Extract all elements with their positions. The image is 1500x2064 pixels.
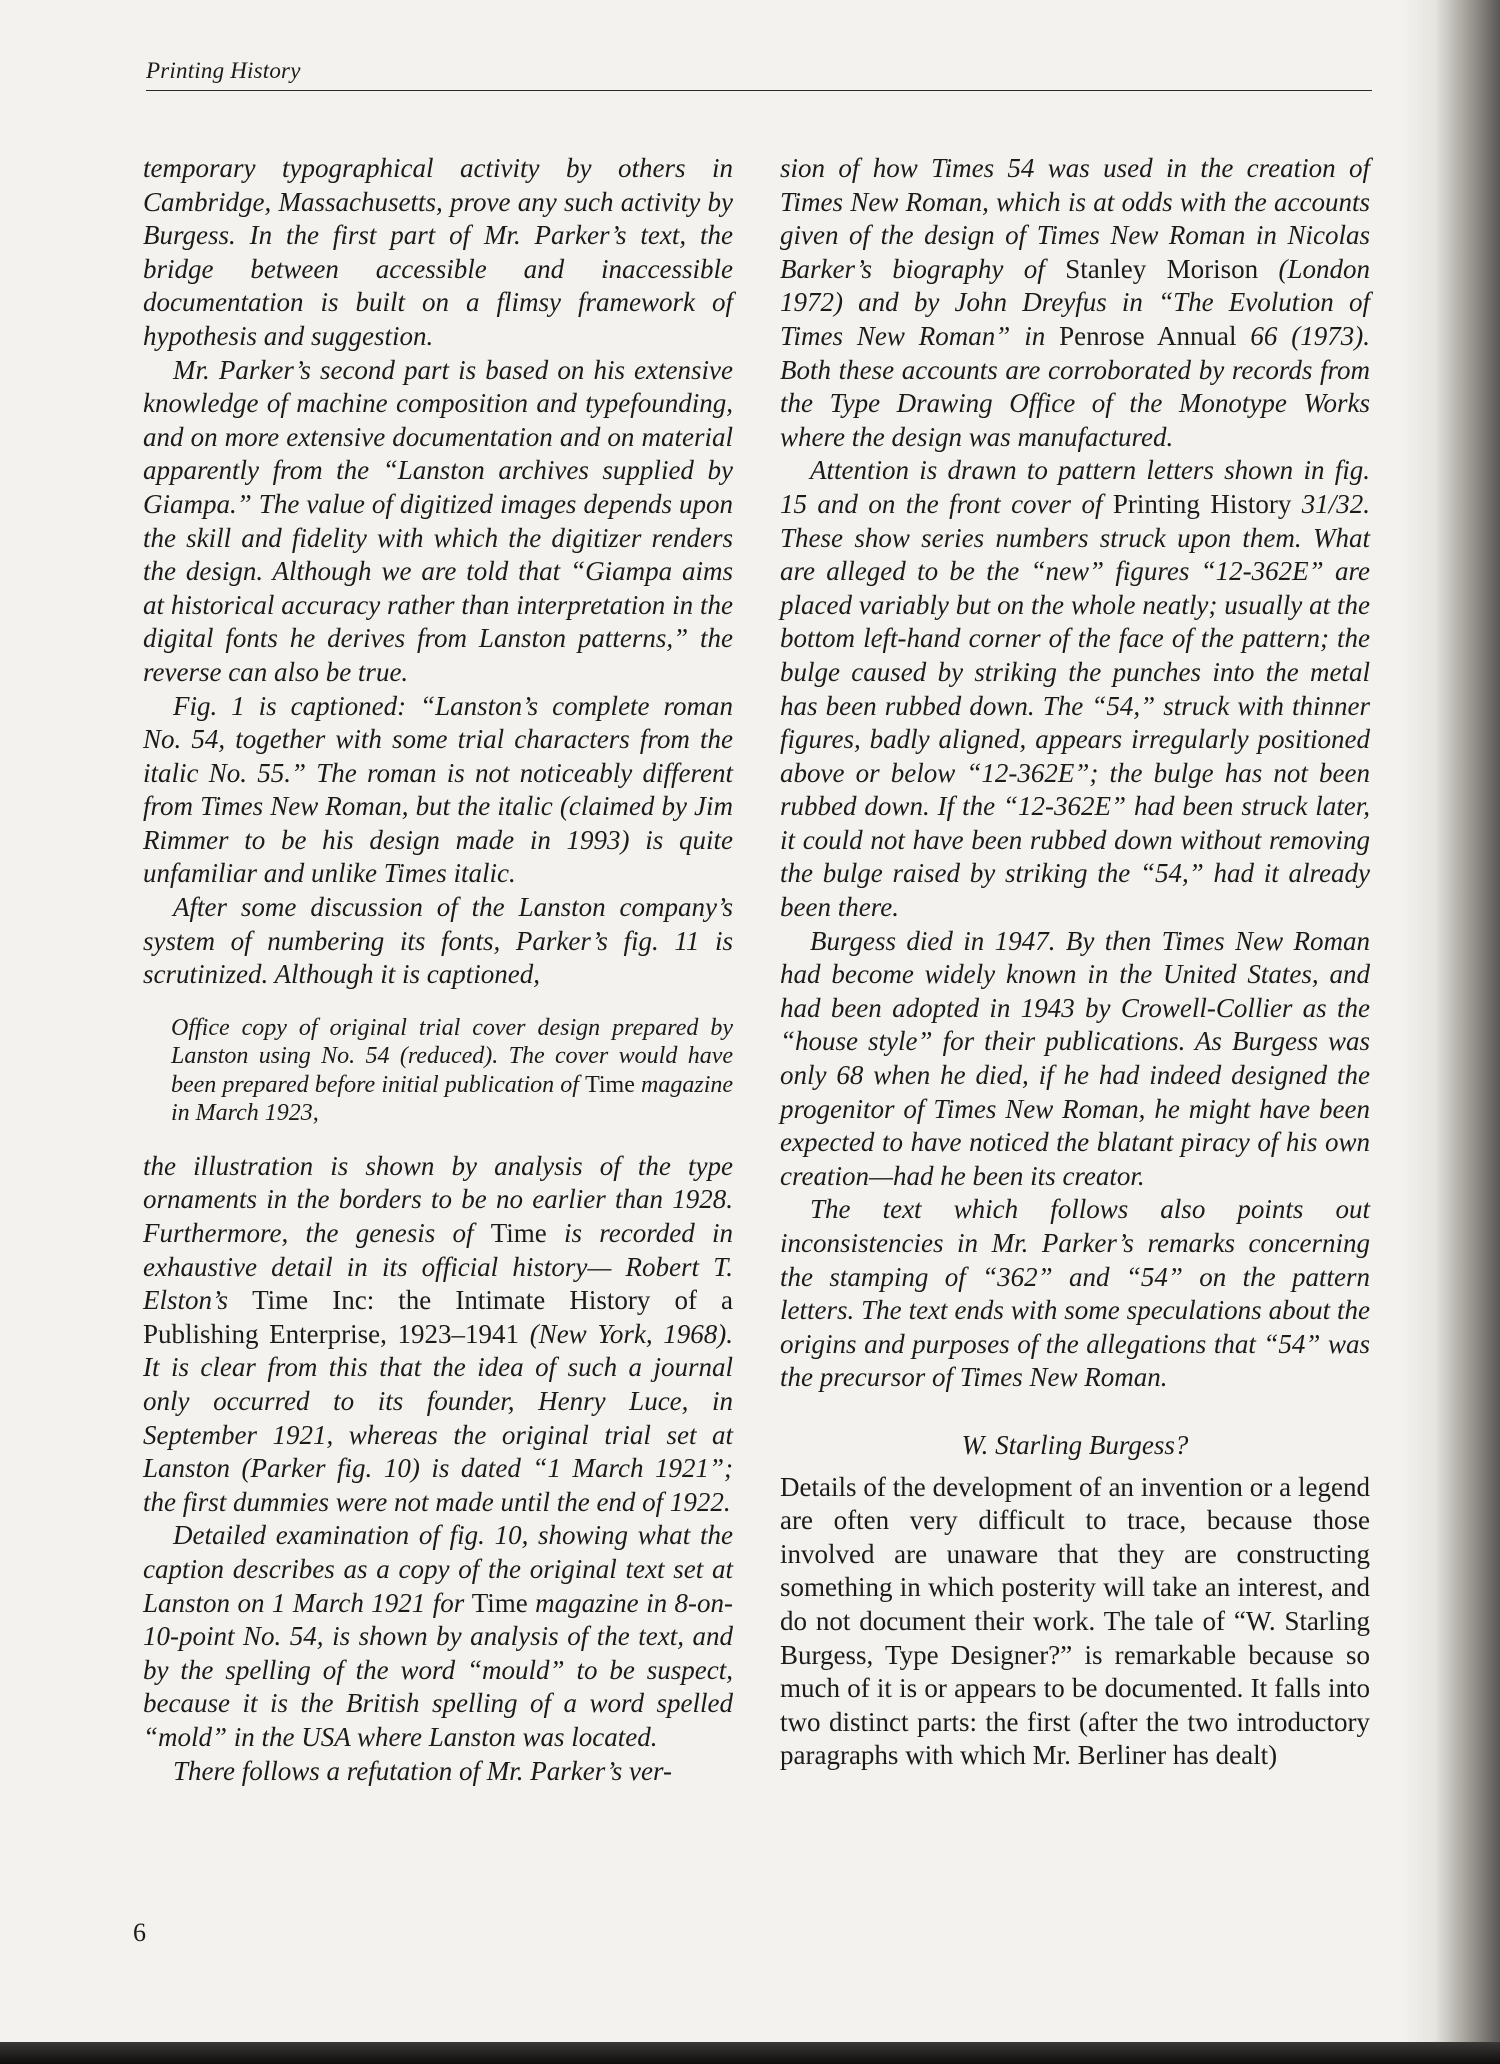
paragraph: temporary typographical activity by others in Cambridge, Massachusetts, prove any such activity by Burgess. In the first part of Mr. Parker’s text, the bridge between accessible and inaccessible documentation is built on a flimsy framework of hypothesis and suggestion. <box>143 153 733 351</box>
header-rule <box>146 90 1372 91</box>
paragraph: Mr. Parker’s second part is based on his extensive knowledge of machine composition and typefounding, and on more extensive documentation and on material apparently from the “Lanston archives supplied by Giampa.” The value of digitized images depends upon the skill and fidelity with which the digitizer renders the design. Although we are told that “Giampa aims at historical accuracy rather than interpretation in the digital fonts he derives from Lanston patterns,” the reverse can also be true. <box>143 354 733 687</box>
title-time: Time <box>490 1218 547 1249</box>
quote-text: Office copy of original trial cover design prepared by Lanston using No. 54 (reduced). The cover would have been prepared before initial publication of <box>171 1014 733 1098</box>
quote-text-end: magazine in March 1923, <box>171 1071 734 1127</box>
paragraph: Details of the development of an invention or a legend are often very difficult to trace, because those involved are unaware that they are constructing something in which posterity will take an interest, and do not document their work. The tale of “W. Starling Burgess, Type Designer?” is remarkable because so much of it is or appears to be documented. It falls into two distinct parts: the first (after the two introductory paragraphs with which Mr. Berliner has dealt) <box>780 1471 1370 1771</box>
paragraph: The text which follows also points out inconsistencies in Mr. Parker’s remarks concerning the stamping of “362” and “54” on the pattern letters. The text ends with some speculations about the origins and purposes of the allegations that “54” was the precursor of Times New Roman. <box>780 1194 1370 1393</box>
right-column <box>780 152 1370 1773</box>
text-run: 66 (1973). Both these accounts are corroborated by records from the Type Drawing Office of the Monotype Works where the design was manufactured. <box>780 320 1371 452</box>
paragraph: Burgess died in 1947. By then Times New Roman had become widely known in the United States, and had been adopted in 1943 by Crowell-Collier as the “house style” for their publications. As Burgess was only 68 when he died, if he had indeed designed the progenitor of Times New Roman, he might have been expected to have noticed the blatant piracy of his own creation—had he been its creator. <box>780 925 1370 1191</box>
running-head: Printing History <box>146 58 301 83</box>
paragraph: There follows a refutation of Mr. Parker’s ver- <box>173 1755 672 1786</box>
page-gutter-shadow <box>1400 0 1500 2064</box>
paragraph <box>780 152 1370 454</box>
scan-bottom-edge <box>0 2042 1500 2064</box>
journal-title: Penrose Annual <box>1059 320 1237 351</box>
section-heading: W. Starling Burgess? <box>961 1429 1189 1460</box>
text-run: magazine in 8-on-10-point No. 54, is shown by analysis of the text, and by the spelling of the word “mould” to be suspect, because it is the British spelling of a word spelled “mold” in the USA where Lanston was located. <box>143 1587 734 1752</box>
paragraph <box>143 1519 733 1754</box>
text-run: (New York, 1968). It is clear from this that the idea of such a journal only occurred to its founder, Henry Luce, in September 1921, whereas the original trial set at Lanston (Parker fig. 10) is dated “1 March 1921”; the first dummies were not made until the end of 1922. <box>143 1318 734 1517</box>
block-quote <box>171 1014 733 1128</box>
text-run: the illustration is shown by analysis of the type ornaments in the borders to be no earlier than 1928. Furthermore, the genesis of <box>143 1150 733 1249</box>
paragraph <box>143 1150 733 1520</box>
paragraph <box>780 454 1370 924</box>
text-run: (London 1972) and by John Dreyfus in “The Evolution of Times New Roman” in <box>780 253 1371 351</box>
paragraph: Fig. 1 is captioned: “Lanston’s complete roman No. 54, together with some trial characters from the italic No. 55.” The roman is not noticeably different from Times New Roman, but the italic (claimed by Jim Rimmer to be his design made in 1993) is quite unfamiliar and unlike Times italic. <box>143 690 733 889</box>
book-title: Time Inc: the Intimate History of a Publishing Enterprise, 1923–1941 <box>143 1285 733 1349</box>
page-number: 6 <box>133 1918 146 1947</box>
text-run: Detailed examination of fig. 10, showing what the caption describes as a copy of the original text set at Lanston on 1 March 1921 for <box>143 1520 733 1618</box>
text-run: Attention is drawn to pattern letters shown in fig. 15 and on the front cover of <box>780 455 1370 519</box>
paragraph: After some discussion of the Lanston company’s system of numbering its fonts, Parker’s fig. 11 is scrutinized. Although it is captioned, <box>143 892 733 990</box>
text-run: is recorded in exhaustive detail in its official history— Robert T. Elston’s <box>143 1218 734 1316</box>
left-column <box>143 152 733 1788</box>
quote-title-time: Time <box>585 1071 635 1098</box>
title-time: Time <box>471 1587 528 1618</box>
journal-title: Printing History <box>1112 488 1292 519</box>
book-title: Stanley Morison <box>1065 253 1259 284</box>
text-run: 31/32. These show series numbers struck upon them. What are alleged to be the “new” figures “12-362E” are placed variably but on the whole neatly; usually at the bottom left-hand corner of the face of the pattern; the bulge caused by striking the punches into the metal has been rubbed down. The “54,” struck with thinner figures, badly aligned, appears irregularly positioned above or below “12-362E”; the bulge has not been rubbed down. If the “12-362E” had been struck later, it could not have been rubbed down without removing the bulge raised by striking the “54,” had it already been there. <box>780 488 1371 923</box>
text-run: sion of how Times 54 was used in the creation of Times New Roman, which is at odds with the accounts given of the design of Times New Roman in Nicolas Barker’s biography of <box>780 153 1370 284</box>
